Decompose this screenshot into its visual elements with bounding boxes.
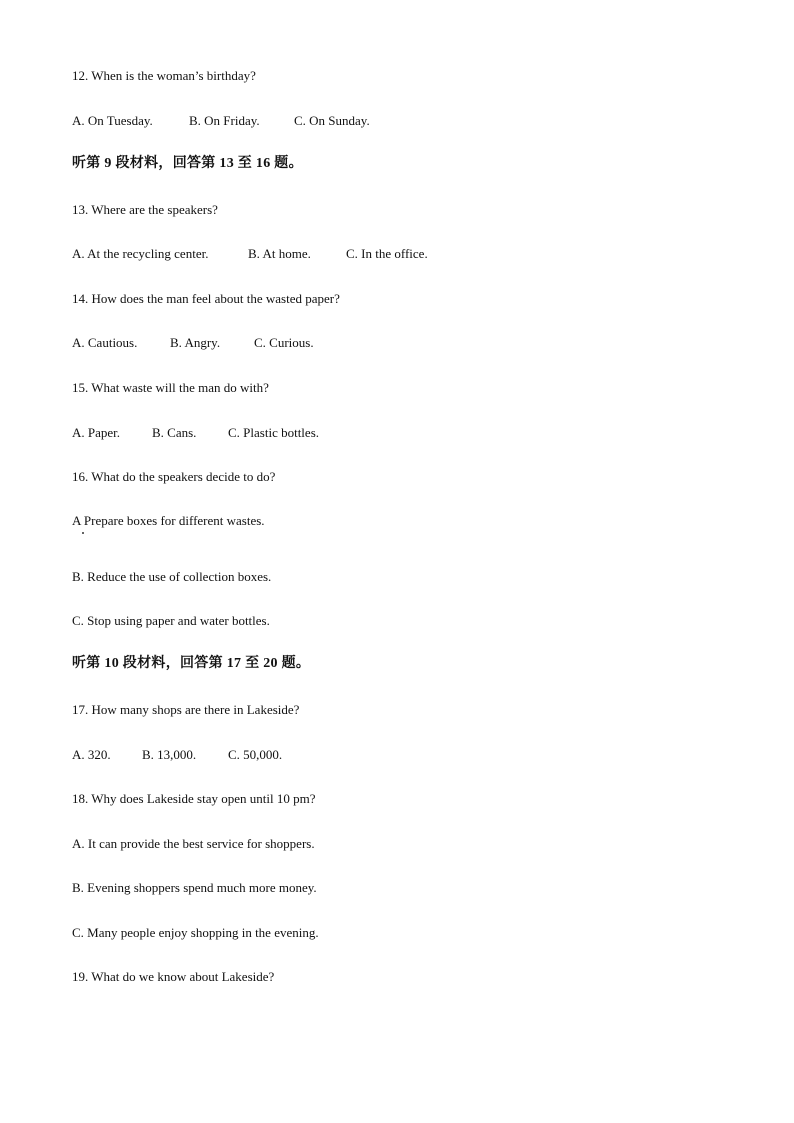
option-16-a: A Prepare boxes for different wastes. [72,513,265,528]
option-12-b: B. On Friday. [189,113,260,128]
option-13-b: B. At home. [248,246,311,261]
question-13: 13. Where are the speakers? [72,202,218,217]
stray-dot [82,532,84,534]
question-15: 15. What waste will the man do with? [72,380,269,395]
option-16-c: C. Stop using paper and water bottles. [72,613,270,628]
options-15 [72,425,319,441]
question-16: 16. What do the speakers decide to do? [72,469,276,484]
section-9-heading: 听第 9 段材料，回答第 13 至 16 题。 [72,156,303,171]
question-19: 19. What do we know about Lakeside? [72,969,275,984]
option-17-b: B. 13,000. [142,747,197,762]
question-18: 18. Why does Lakeside stay open until 10 pm? [72,791,316,806]
option-15-c: C. Plastic bottles. [228,425,319,440]
option-17-c: C. 50,000. [228,747,283,762]
options-13 [72,246,428,262]
option-15-a: A. Paper. [72,425,121,440]
option-12-c: C. On Sunday. [294,113,370,128]
option-18-c: C. Many people enjoy shopping in the evening. [72,925,319,940]
option-13-c: C. In the office. [346,246,428,261]
section-10-heading: 听第 10 段材料，回答第 17 至 20 题。 [72,656,311,671]
question-12: 12. When is the woman’s birthday? [72,68,256,83]
option-14-a: A. Cautious. [72,335,138,350]
options-14 [72,335,314,351]
option-12-a: A. On Tuesday. [72,113,153,128]
option-15-b: B. Cans. [152,425,197,440]
option-14-c: C. Curious. [254,335,314,350]
options-17 [72,747,282,763]
option-18-b: B. Evening shoppers spend much more money. [72,880,317,895]
question-17: 17. How many shops are there in Lakeside? [72,702,300,717]
option-17-a: A. 320. [72,747,111,762]
option-18-a: A. It can provide the best service for shoppers. [72,836,315,851]
option-14-b: B. Angry. [170,335,221,350]
question-14: 14. How does the man feel about the wasted paper? [72,291,340,306]
option-16-b: B. Reduce the use of collection boxes. [72,569,272,584]
option-13-a: A. At the recycling center. [72,246,209,261]
options-12 [72,113,370,129]
